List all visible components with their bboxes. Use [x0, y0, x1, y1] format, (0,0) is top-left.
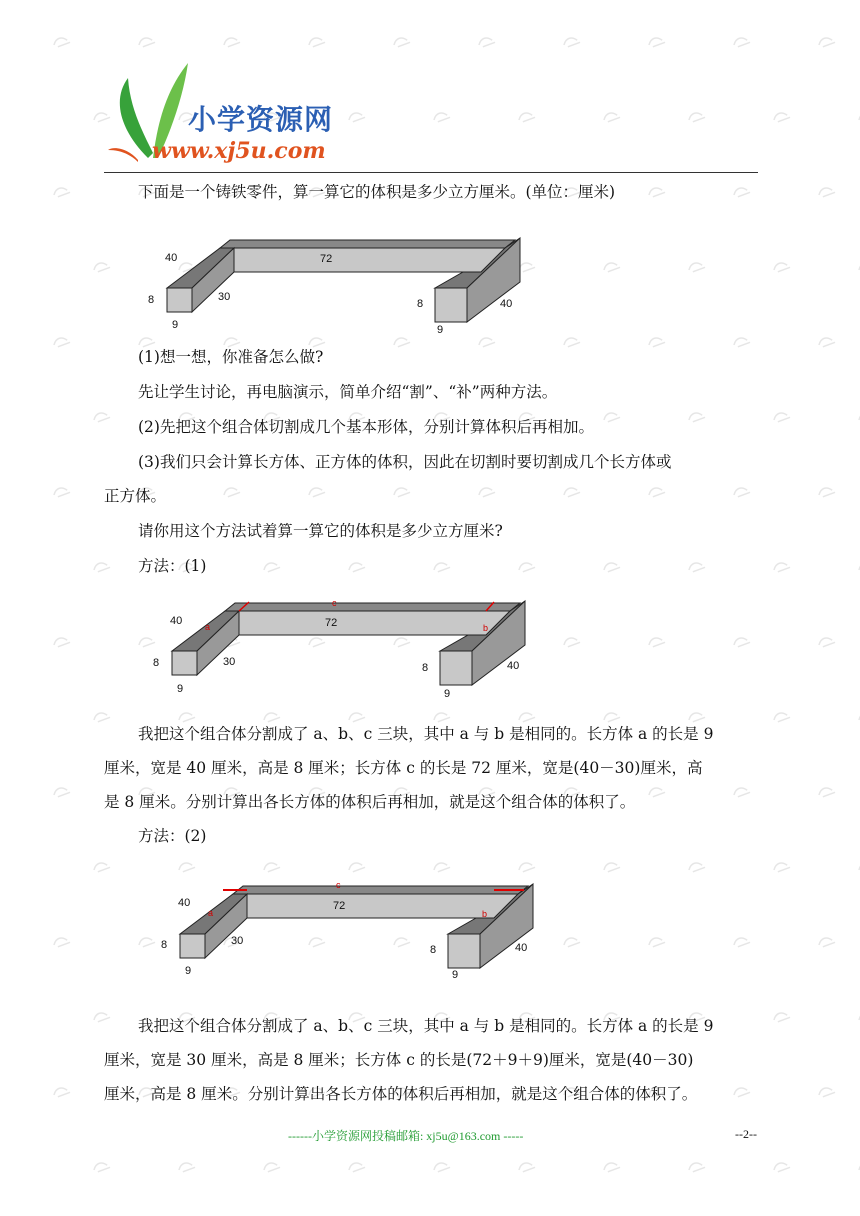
label-40: 40: [170, 615, 183, 627]
figure-method-2: [158, 876, 558, 986]
watermark-mark: [647, 935, 665, 948]
watermark-mark: [52, 635, 70, 648]
watermark-mark: [517, 560, 535, 573]
watermark-mark: [222, 35, 240, 48]
watermark-mark: [772, 1160, 790, 1173]
question-1-answer: 先让学生讨论，再电脑演示，简单介绍“割”、“补”两种方法。: [138, 383, 558, 401]
watermark-mark: [52, 1085, 70, 1098]
watermark-mark: [177, 710, 195, 723]
footer-contact: ------小学资源网投稿邮箱: xj5u@163.com -----: [288, 1129, 524, 1143]
watermark-mark: [307, 485, 325, 498]
watermark-mark: [687, 860, 705, 873]
watermark-mark: [392, 35, 410, 48]
watermark-mark: [222, 485, 240, 498]
watermark-mark: [602, 560, 620, 573]
watermark-mark: [772, 410, 790, 423]
prompt-text: 请你用这个方法试着算一算它的体积是多少立方厘米?: [138, 522, 503, 540]
watermark-mark: [432, 860, 450, 873]
label-72: 72: [320, 253, 333, 265]
watermark-mark: [347, 860, 365, 873]
watermark-mark: [772, 1010, 790, 1023]
watermark-mark: [732, 635, 750, 648]
watermark-mark: [92, 860, 110, 873]
label-40: 40: [507, 660, 520, 672]
label-40: 40: [500, 298, 513, 310]
header-rule: [104, 172, 758, 173]
page-number: --2--: [735, 1127, 757, 1141]
watermark-mark: [52, 485, 70, 498]
label-c: c: [332, 598, 337, 608]
watermark-mark: [262, 1160, 280, 1173]
watermark-mark: [687, 560, 705, 573]
method-1-line-2: 厘米，宽是 40 厘米，高是 8 厘米；长方体 c 的长是 72 厘米，宽是(40－30)厘米，高: [104, 759, 703, 777]
watermark-mark: [52, 185, 70, 198]
label-40: 40: [515, 942, 528, 954]
watermark-mark: [817, 635, 835, 648]
logo-url: www.xj5u.com: [152, 138, 326, 164]
question-2: (2)先把这个组合体切割成几个基本形体，分别计算体积后再相加。: [138, 418, 594, 436]
logo-title: 小学资源网: [188, 103, 334, 136]
watermark-mark: [647, 35, 665, 48]
method-1-line-3: 是 8 厘米。分别计算出各长方体的体积后再相加，就是这个组合体的体积了。: [104, 793, 636, 811]
method-1-title: 方法：(1): [138, 557, 207, 575]
watermark-mark: [432, 110, 450, 123]
watermark-mark: [817, 335, 835, 348]
watermark-mark: [562, 935, 580, 948]
watermark-mark: [687, 710, 705, 723]
label-30: 30: [218, 291, 231, 303]
intro-text: 下面是一个铸铁零件，算一算它的体积是多少立方厘米。(单位：厘米): [138, 183, 616, 201]
watermark-mark: [52, 335, 70, 348]
watermark-mark: [52, 35, 70, 48]
watermark-mark: [517, 1160, 535, 1173]
watermark-mark: [562, 635, 580, 648]
watermark-mark: [687, 110, 705, 123]
watermark-mark: [647, 635, 665, 648]
label-b: b: [482, 909, 488, 919]
watermark-mark: [732, 485, 750, 498]
watermark-mark: [92, 260, 110, 273]
site-logo[interactable]: [108, 58, 338, 170]
label-8: 8: [148, 294, 155, 306]
watermark-mark: [602, 710, 620, 723]
label-40: 40: [178, 897, 191, 909]
watermark-mark: [92, 560, 110, 573]
watermark-mark: [347, 1160, 365, 1173]
method-2-line-2: 厘米，宽是 30 厘米，高是 8 厘米；长方体 c 的长是(72＋9＋9)厘米，宽是(40－30): [104, 1051, 694, 1069]
label-a: a: [205, 622, 211, 632]
watermark-mark: [647, 185, 665, 198]
watermark-mark: [262, 560, 280, 573]
watermark-mark: [732, 35, 750, 48]
watermark-mark: [687, 260, 705, 273]
watermark-mark: [92, 710, 110, 723]
method-2-title: 方法：(2): [138, 827, 207, 845]
watermark-mark: [477, 485, 495, 498]
watermark-mark: [817, 35, 835, 48]
watermark-mark: [52, 935, 70, 948]
label-b: b: [483, 623, 489, 633]
method-2-line-1: 我把这个组合体分割成了 a、b、c 三块，其中 a 与 b 是相同的。长方体 a 的长是 9: [138, 1017, 714, 1035]
label-9: 9: [444, 688, 451, 700]
label-72: 72: [325, 617, 338, 629]
watermark-mark: [772, 260, 790, 273]
watermark-mark: [347, 710, 365, 723]
watermark-mark: [517, 110, 535, 123]
label-30: 30: [223, 656, 236, 668]
watermark-mark: [732, 185, 750, 198]
watermark-mark: [347, 110, 365, 123]
watermark-mark: [772, 710, 790, 723]
watermark-mark: [562, 35, 580, 48]
label-9: 9: [185, 965, 192, 977]
watermark-mark: [732, 785, 750, 798]
watermark-mark: [602, 1160, 620, 1173]
question-3-cont: 正方体。: [104, 487, 167, 505]
watermark-mark: [562, 485, 580, 498]
label-9: 9: [172, 319, 179, 331]
watermark-mark: [687, 410, 705, 423]
label-8: 8: [161, 939, 168, 951]
watermark-mark: [92, 1160, 110, 1173]
label-72: 72: [333, 900, 346, 912]
watermark-mark: [647, 785, 665, 798]
watermark-mark: [92, 410, 110, 423]
watermark-mark: [392, 485, 410, 498]
label-9: 9: [452, 969, 459, 981]
watermark-mark: [307, 35, 325, 48]
question-3: (3)我们只会计算长方体、正方体的体积，因此在切割时要切割成几个长方体或: [138, 453, 672, 471]
label-9: 9: [437, 324, 444, 336]
watermark-mark: [647, 485, 665, 498]
label-c: c: [336, 880, 341, 890]
watermark-mark: [732, 335, 750, 348]
watermark-mark: [817, 785, 835, 798]
figure-original-part: [145, 230, 545, 340]
label-8: 8: [430, 944, 437, 956]
figure-method-1: [150, 593, 550, 703]
label-8: 8: [153, 657, 160, 669]
watermark-mark: [262, 860, 280, 873]
watermark-mark: [177, 1160, 195, 1173]
label-30: 30: [231, 935, 244, 947]
watermark-mark: [732, 935, 750, 948]
watermark-mark: [262, 710, 280, 723]
question-1: (1)想一想，你准备怎么做?: [138, 348, 324, 366]
watermark-mark: [347, 560, 365, 573]
watermark-mark: [137, 35, 155, 48]
label-a: a: [208, 908, 214, 918]
label-8: 8: [422, 662, 429, 674]
watermark-mark: [602, 260, 620, 273]
watermark-mark: [562, 335, 580, 348]
watermark-mark: [602, 410, 620, 423]
watermark-mark: [52, 785, 70, 798]
watermark-mark: [817, 1085, 835, 1098]
watermark-mark: [817, 935, 835, 948]
watermark-mark: [817, 485, 835, 498]
watermark-mark: [732, 1085, 750, 1098]
watermark-mark: [92, 1010, 110, 1023]
method-1-line-1: 我把这个组合体分割成了 a、b、c 三块，其中 a 与 b 是相同的。长方体 a 的长是 9: [138, 725, 714, 743]
watermark-mark: [432, 560, 450, 573]
watermark-mark: [772, 110, 790, 123]
watermark-mark: [602, 860, 620, 873]
watermark-mark: [817, 185, 835, 198]
watermark-mark: [177, 860, 195, 873]
watermark-mark: [517, 710, 535, 723]
watermark-mark: [647, 335, 665, 348]
watermark-mark: [687, 1160, 705, 1173]
watermark-mark: [477, 35, 495, 48]
watermark-mark: [772, 860, 790, 873]
method-2-line-3: 厘米，高是 8 厘米。分别计算出各长方体的体积后再相加，就是这个组合体的体积了。: [104, 1085, 698, 1103]
watermark-mark: [602, 110, 620, 123]
label-40: 40: [165, 252, 178, 264]
watermark-mark: [137, 935, 155, 948]
watermark-mark: [432, 1160, 450, 1173]
watermark-mark: [517, 860, 535, 873]
label-8: 8: [417, 298, 424, 310]
watermark-mark: [432, 710, 450, 723]
watermark-mark: [772, 560, 790, 573]
label-9: 9: [177, 683, 184, 695]
